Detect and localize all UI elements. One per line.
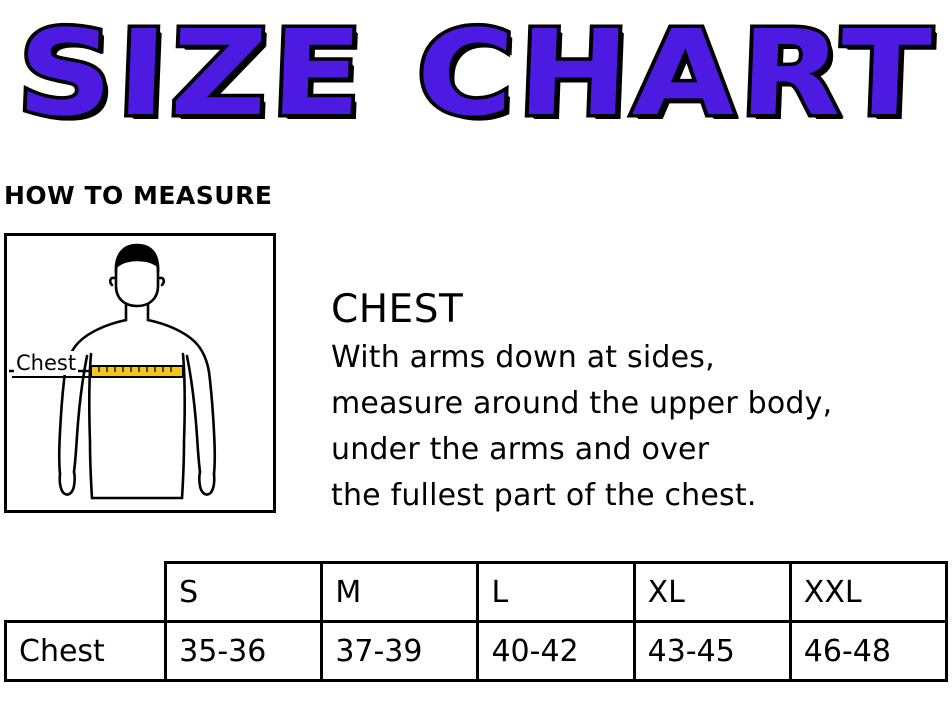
table-cell-chest-xl: 43-45 [634,622,790,681]
table-col-header-xxl: XXL [790,563,946,622]
description-line: With arms down at sides, [331,340,715,375]
table-cell-chest-l: 40-42 [478,622,634,681]
description-heading: CHEST [331,287,464,332]
description-block [331,287,941,519]
table-row-header-chest: Chest [6,622,166,681]
table-col-header-m: M [322,563,478,622]
table-col-header-xl: XL [634,563,790,622]
how-to-measure-label: HOW TO MEASURE [4,181,273,210]
description-line: under the arms and over [331,432,710,467]
page-title-text: SIZE CHART [14,3,938,142]
table-cell-chest-s: 35-36 [166,622,322,681]
table-cell-chest-xxl: 46-48 [790,622,946,681]
description-body [331,335,941,519]
table-row [6,622,947,681]
table-col-header-l: L [478,563,634,622]
page-title [0,0,952,145]
table-cell-chest-m: 37-39 [322,622,478,681]
size-table [4,561,948,682]
chest-measure-underline [12,376,90,378]
table-col-header-s: S [166,563,322,622]
table-header-row [6,563,947,622]
description-line: the fullest part of the chest. [331,478,757,513]
chest-measure-label: Chest [16,351,77,375]
description-line: measure around the upper body, [331,386,833,421]
table-corner-cell [6,563,166,622]
